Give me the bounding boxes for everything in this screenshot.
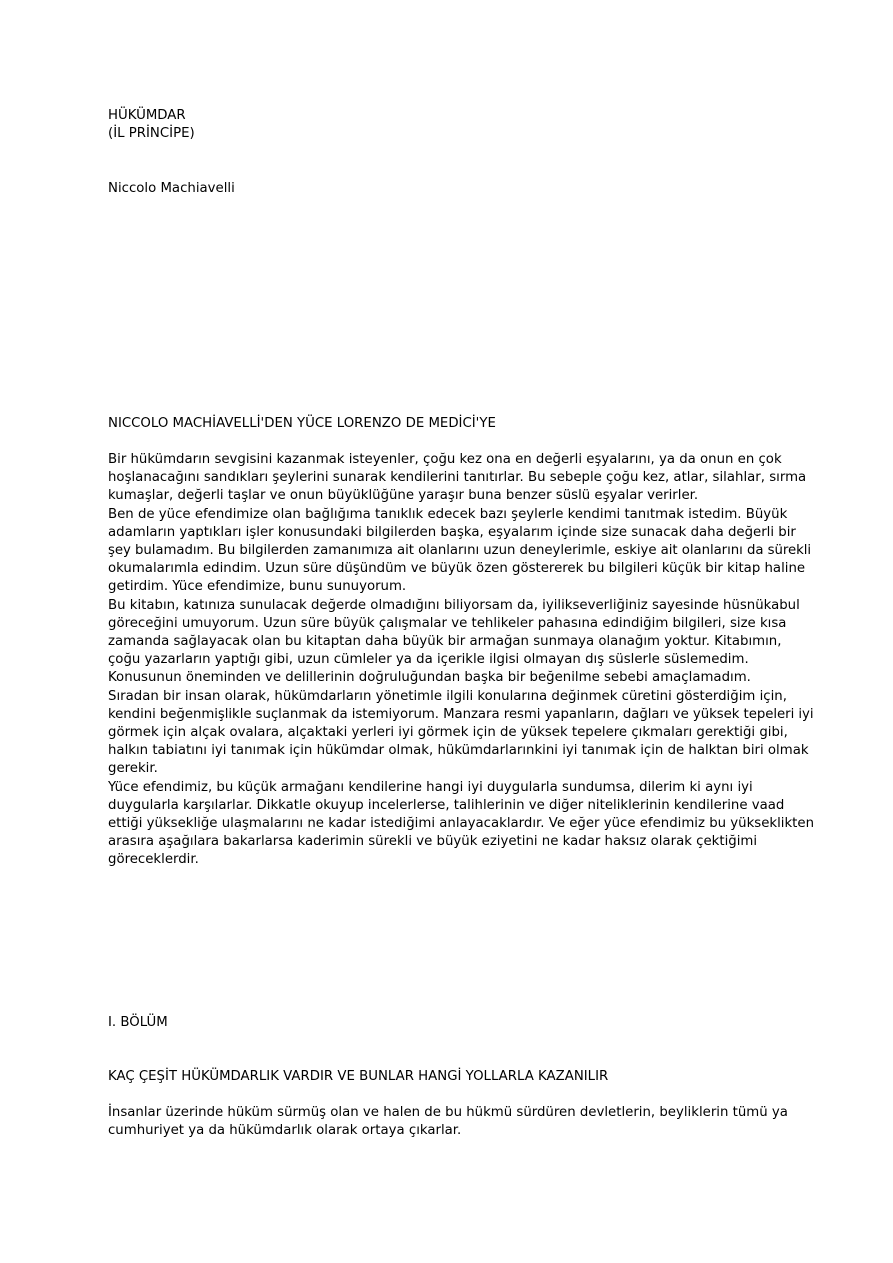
text-line: cumhuriyet ya da hükümdarlık olarak ortaya çıkarlar. (108, 1123, 462, 1139)
author-name (108, 180, 814, 198)
text-line: getirdim. Yüce efendimize, bunu sunuyorum. (108, 579, 407, 595)
text-line: şey bulamadım. Bu bilgilerden zamanımıza ait olanlarını uzun deneylerimle, eskiye ait olanlarını da sürekli (108, 543, 812, 559)
text-line: Ben de yüce efendimize olan bağlığıma tanıklık edecek bazı şeylerle kendimi tanıtmak istedim. Büyük (108, 506, 788, 522)
text-line: gerekir. (108, 761, 158, 777)
book-title (108, 107, 814, 143)
text-line: zamanda sağlayacak olan bu kitaptan daha büyük bir armağan sunmaya olanağım yoktur. Kitabımın, (108, 634, 782, 650)
chapter-heading-text: KAÇ ÇEŞİT HÜKÜMDARLIK VARDIR VE BUNLAR HANGİ YOLLARLA KAZANILIR (108, 1069, 609, 1084)
text-line: ettiği yüksekliğe ulaşmalarını ne kadar istediğimi anlayacaklardır. Ve eğer yüce efendimiz bu yükseklikten (108, 816, 815, 832)
chapter-body (108, 1104, 814, 1140)
text-line: İnsanlar üzerinde hüküm sürmüş olan ve halen de bu hükmü sürdüren devletlerin, beyliklerin tümü ya (108, 1105, 788, 1120)
text-line: hoşlanacağını sandıkları şeylerini sunarak kendilerini tanıtırlar. Bu sebeple çoğu kez, atlar, silahlar, sırma (108, 470, 807, 486)
text-line: adamların yaptıkları işler konusundaki bilgilerden başka, eşyalarım içinde size sunacak daha değerli bir (108, 524, 796, 540)
text-line: duygularla karşılarlar. Dikkatle okuyup incelerlerse, talihlerinin ve diğer niteliklerinin kendilerine vaad (108, 797, 785, 813)
text-line: arasıra aşağılara bakarlarsa kaderimin sürekli ve büyük eziyetini ne kadar haksız olarak çektiğimi (108, 834, 758, 850)
dedication-heading (108, 415, 814, 433)
text-line: Yüce efendimiz, bu küçük armağanı kendilerine hangi iyi duygularla sundumsa, dilerim ki aynı iyi (108, 779, 753, 795)
text-line: göreceğini umuyorum. Uzun süre büyük çalışmalar ve tehlikeler pahasına edindiğim bilgileri, size kısa (108, 615, 787, 631)
text-line: göreceklerdir. (108, 852, 199, 868)
book-title-line: HÜKÜMDAR (108, 108, 186, 123)
text-line: görmek için alçak ovalara, alçaktaki yerleri iyi görmek için de yüksek tepelere çıkmaları gerektiği gibi, (108, 725, 788, 741)
text-line: Konusunun öneminden ve delillerinin doğruluğundan başka bir beğenilme sebebi amaçlamadım. (108, 670, 751, 686)
text-line: kumaşlar, değerli taşlar ve onun büyüklüğüne yaraşır buna benzer süslü eşyalar verirler. (108, 488, 699, 504)
chapter-number-text: I. BÖLÜM (108, 1015, 168, 1030)
text-line: kendini beğenmişlikle suçlanmak da istemiyorum. Manzara resmi yapanların, dağları ve yüksek tepeleri iyi (108, 706, 814, 722)
text-line: Sıradan bir insan olarak, hükümdarların yönetimle ilgili konularına değinmek cüretini gösterdiğim için, (108, 688, 787, 704)
dedication-heading-text: NICCOLO MACHİAVELLİ'DEN YÜCE LORENZO DE MEDİCİ'YE (108, 416, 496, 431)
chapter-heading (108, 1068, 814, 1086)
text-line: halkın tabiatını iyi tanımak için hükümdar olmak, hükümdarlarınkini iyi tanımak için de halktan biri olmak (108, 743, 809, 759)
text-line: Bir hükümdarın sevgisini kazanmak isteyenler, çoğu kez ona en değerli eşyalarını, ya da onun en çok (108, 452, 782, 467)
text-line: okumalarımla edindim. Uzun süre düşündüm ve büyük özen göstererek bu bilgileri küçük bir kitap haline (108, 561, 806, 577)
text-line: Bu kitabın, katınıza sunulacak değerde olmadığını biliyorsam da, iyilikseverliğiniz sayesinde hüsnükabul (108, 597, 800, 613)
dedication-body (108, 451, 814, 870)
author-text: Niccolo Machiavelli (108, 181, 235, 196)
text-line: çoğu yazarların yaptığı gibi, uzun cümleler ya da içerikle ilgisi olmayan dış süslerle süslemedim. (108, 652, 749, 668)
book-subtitle-line: (İL PRİNCİPE) (108, 126, 195, 142)
chapter-number (108, 1014, 814, 1032)
